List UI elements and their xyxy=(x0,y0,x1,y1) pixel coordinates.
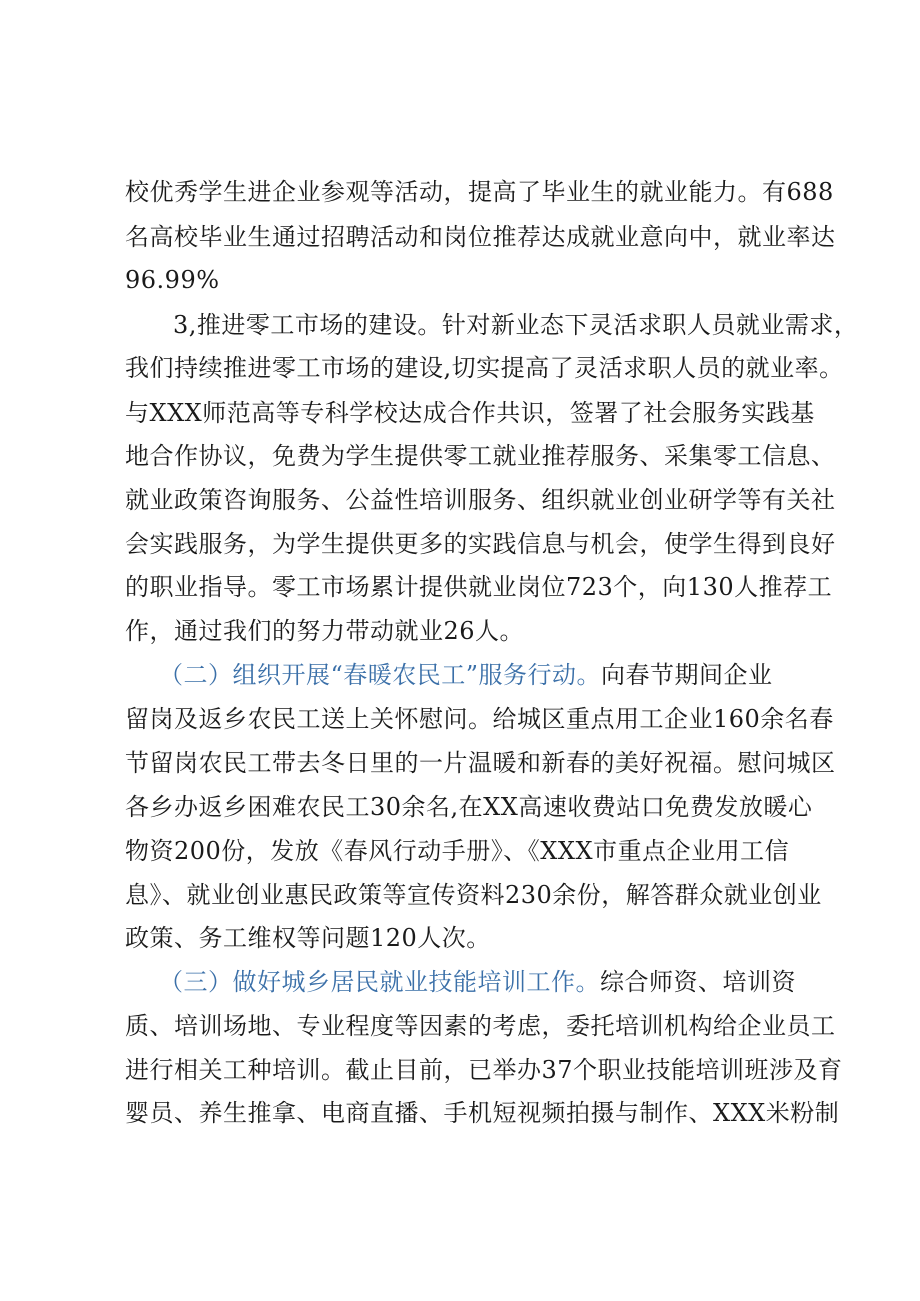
paragraph-line: 地合作协议，免费为学生提供零工就业推荐服务、采集零工信息、 xyxy=(125,442,836,470)
section-2-first-line xyxy=(159,659,920,691)
paragraph-line: 息》、就业创业惠民政策等宣传资料230余份，解答群众就业创业 xyxy=(125,881,822,909)
paragraph-line: 就业政策咨询服务、公益性培训服务、组织就业创业研学等有关社 xyxy=(125,486,836,514)
paragraph-line: 作，通过我们的努力带动就业26人。 xyxy=(125,617,525,645)
paragraph-line: 校优秀学生进企业参观等活动，提高了毕业生的就业能力。有688 xyxy=(125,178,834,206)
paragraph-line: 节留岗农民工带去冬日里的一片温暖和新春的美好祝福。慰问城区 xyxy=(125,749,836,777)
paragraph-line: 96.99% xyxy=(125,266,220,294)
section-3-first-line-text: 综合师资、培训资 xyxy=(600,968,796,996)
paragraph-line: 名高校毕业生通过招聘活动和岗位推荐达成就业意向中，就业率达 xyxy=(125,223,836,251)
paragraph-line: 进行相关工种培训。截止目前，已举办37个职业技能培训班涉及育 xyxy=(125,1056,843,1084)
section-3-heading: （三）做好城乡居民就业技能培训工作。 xyxy=(159,968,600,996)
paragraph-line: 婴员、养生推拿、电商直播、手机短视频拍摄与制作、XXX米粉制 xyxy=(125,1099,840,1127)
paragraph-line: 会实践服务，为学生提供更多的实践信息与机会，使学生得到良好 xyxy=(125,530,836,558)
section-3-first-line xyxy=(159,966,920,998)
paragraph-line: 物资200份，发放《春风行动手册》、《XXX市重点企业用工信 xyxy=(125,837,790,865)
paragraph-line: 留岗及返乡农民工送上关怀慰问。给城区重点用工企业160余名春 xyxy=(125,705,834,733)
paragraph-line: 的职业指导。零工市场累计提供就业岗位723个，向130人推荐工 xyxy=(125,573,833,601)
section-2-heading: （二）组织开展“春暖农民工”服务行动。 xyxy=(159,661,602,689)
paragraph-line: 政策、务工维权等问题120人次。 xyxy=(125,924,491,952)
paragraph-line: 与XXX师范高等专科学校达成合作共识，签署了社会服务实践基 xyxy=(125,399,815,427)
paragraph-line: 我们持续推进零工市场的建设,切实提高了灵活求职人员的就业率。 xyxy=(125,354,844,382)
paragraph-line: 质、培训场地、专业程度等因素的考虑，委托培训机构给企业员工 xyxy=(125,1012,836,1040)
item-3-title-line: 3,推进零工市场的建设。针对新业态下灵活求职人员就业需求， xyxy=(173,311,859,339)
paragraph-line: 各乡办返乡困难农民工30余名,在XX高速收费站口免费发放暖心 xyxy=(125,793,813,821)
section-2-first-line-text: 向春节期间企业 xyxy=(601,661,773,689)
